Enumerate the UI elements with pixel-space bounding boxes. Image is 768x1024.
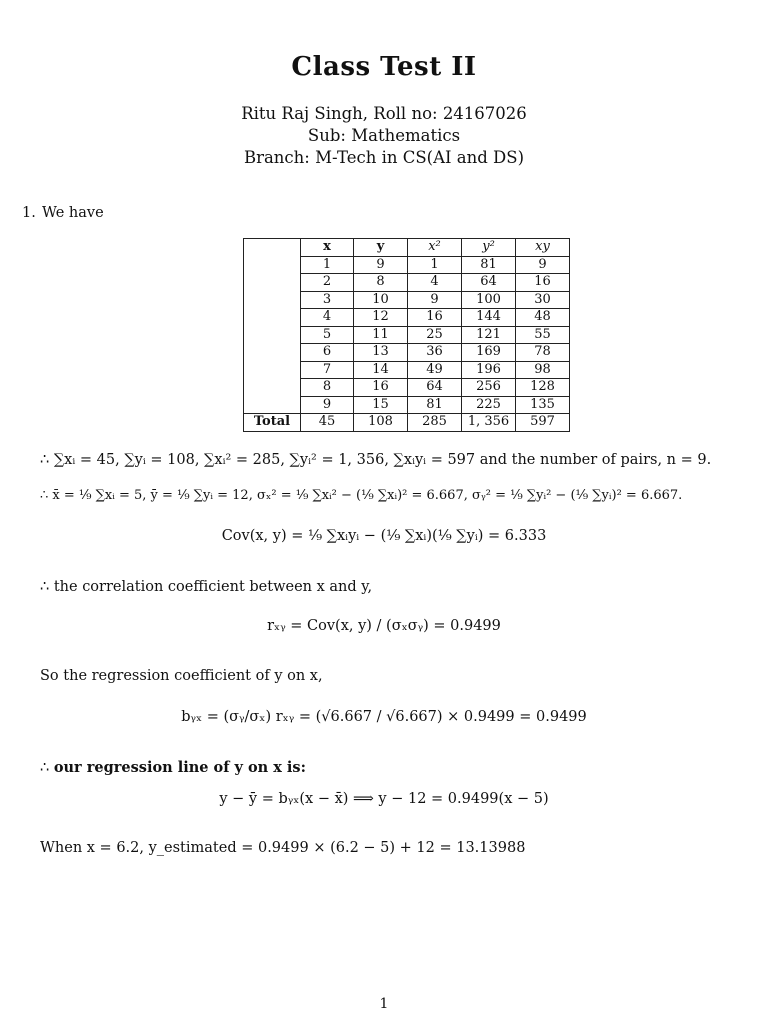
table-cell: 36 — [408, 344, 462, 362]
table-total-row — [244, 414, 570, 432]
table-cell: 10 — [354, 291, 408, 309]
covariance-equation: Cov(x, y) = ¹⁄₉ ∑xᵢyᵢ − (¹⁄₉ ∑xᵢ)(¹⁄₉ ∑yᵢ) = 6.333 — [221, 528, 547, 544]
sums-equation: ∴ ∑xᵢ = 45, ∑yᵢ = 108, ∑xᵢ² = 285, ∑yᵢ² = 1, 356, ∑xᵢyᵢ = 597 and the number of pairs, n = 9. — [40, 452, 712, 468]
table-label-cell — [244, 344, 301, 362]
table-cell: 25 — [408, 326, 462, 344]
table-cell: 5 — [301, 326, 354, 344]
table-cell: 100 — [462, 291, 516, 309]
table-row — [244, 274, 570, 292]
table-row — [244, 291, 570, 309]
total-cell: 108 — [354, 414, 408, 432]
table-cell: 81 — [462, 256, 516, 274]
question-number: 1. — [22, 205, 36, 221]
table-cell: 11 — [354, 326, 408, 344]
question-intro: We have — [42, 205, 104, 221]
table-cell: 1 — [408, 256, 462, 274]
estimate-equation: When x = 6.2, y_estimated = 0.9499 × (6.2 − 5) + 12 = 13.13988 — [40, 840, 526, 856]
table-cell: 48 — [516, 309, 570, 327]
table-label-cell — [244, 379, 301, 397]
table-row — [244, 379, 570, 397]
total-cell: 1, 356 — [462, 414, 516, 432]
table-row — [244, 256, 570, 274]
table-cell: 6 — [301, 344, 354, 362]
data-table — [243, 238, 570, 432]
table-header-row — [244, 239, 570, 257]
total-cell: 285 — [408, 414, 462, 432]
means-equation: ∴ x̄ = ¹⁄₉ ∑xᵢ = 5, ȳ = ¹⁄₉ ∑yᵢ = 12, σₓ² = ¹⁄₉ ∑xᵢ² − (¹⁄₉ ∑xᵢ)² = 6.667, σᵧ² = ¹⁄₉ ∑yᵢ² − (¹⁄₉ ∑yᵢ)² = 6.667. — [40, 488, 683, 503]
table-cell: 9 — [516, 256, 570, 274]
table-cell: 9 — [408, 291, 462, 309]
table-row — [244, 396, 570, 414]
table-cell: 15 — [354, 396, 408, 414]
table-row — [244, 344, 570, 362]
table-cell: 8 — [354, 274, 408, 292]
table-cell: 49 — [408, 361, 462, 379]
regression-line-heading: our regression line of y on x is: — [53, 759, 306, 776]
table-cell: 98 — [516, 361, 570, 379]
table-cell: 12 — [354, 309, 408, 327]
subject-line: Sub: Mathematics — [307, 126, 461, 145]
table-label-cell — [244, 361, 301, 379]
table-row — [244, 326, 570, 344]
correlation-intro: ∴ the correlation coefficient between x and y, — [40, 579, 373, 595]
therefore-symbol: ∴ — [40, 760, 54, 776]
table-cell: 16 — [354, 379, 408, 397]
table-cell: 3 — [301, 291, 354, 309]
branch-line: Branch: M-Tech in CS(AI and DS) — [243, 148, 525, 167]
table-label-cell — [244, 326, 301, 344]
regression-line-equation: y − ȳ = bᵧₓ(x − x̄) ⟹ y − 12 = 0.9499(x − 5) — [219, 791, 549, 807]
table-label-cell — [244, 396, 301, 414]
table-cell: 78 — [516, 344, 570, 362]
table-cell: 2 — [301, 274, 354, 292]
table-cell: 64 — [408, 379, 462, 397]
table-cell: 14 — [354, 361, 408, 379]
table-cell: 13 — [354, 344, 408, 362]
table-cell: 30 — [516, 291, 570, 309]
table-header-cell: x² — [408, 239, 462, 257]
table-cell: 81 — [408, 396, 462, 414]
table-cell: 16 — [408, 309, 462, 327]
page-number: 1 — [379, 996, 389, 1012]
correlation-equation: rₓᵧ = Cov(x, y) / (σₓσᵧ) = 0.9499 — [267, 618, 501, 634]
table-cell: 7 — [301, 361, 354, 379]
table-cell: 64 — [462, 274, 516, 292]
table-cell: 225 — [462, 396, 516, 414]
regression-coefficient-equation: bᵧₓ = (σᵧ/σₓ) rₓᵧ = (√6.667 / √6.667) × 0.9499 = 0.9499 — [181, 709, 587, 725]
table-cell: 4 — [301, 309, 354, 327]
table-row — [244, 309, 570, 327]
table-cell: 4 — [408, 274, 462, 292]
page-title: Class Test II — [291, 52, 477, 82]
regression-coefficient-intro: So the regression coefficient of y on x, — [40, 668, 323, 684]
regression-line-intro — [40, 759, 306, 776]
table-label-cell — [244, 256, 301, 274]
table-row — [244, 361, 570, 379]
table-cell: 1 — [301, 256, 354, 274]
table-cell: 144 — [462, 309, 516, 327]
total-cell: 597 — [516, 414, 570, 432]
table-cell: 169 — [462, 344, 516, 362]
table-cell: 55 — [516, 326, 570, 344]
table-header-cell: y — [354, 239, 408, 257]
table-cell: 8 — [301, 379, 354, 397]
table-corner-cell — [244, 239, 301, 257]
table-cell: 121 — [462, 326, 516, 344]
total-label: Total — [244, 414, 301, 432]
table-header-cell: y² — [462, 239, 516, 257]
table-label-cell — [244, 291, 301, 309]
table-cell: 196 — [462, 361, 516, 379]
author-line: Ritu Raj Singh, Roll no: 24167026 — [241, 104, 527, 123]
table-cell: 256 — [462, 379, 516, 397]
table-cell: 9 — [301, 396, 354, 414]
total-cell: 45 — [301, 414, 354, 432]
table-cell: 16 — [516, 274, 570, 292]
table-label-cell — [244, 274, 301, 292]
table-label-cell — [244, 309, 301, 327]
table-header-cell: x — [301, 239, 354, 257]
table-cell: 9 — [354, 256, 408, 274]
table-cell: 135 — [516, 396, 570, 414]
table-cell: 128 — [516, 379, 570, 397]
table-header-cell: xy — [516, 239, 570, 257]
